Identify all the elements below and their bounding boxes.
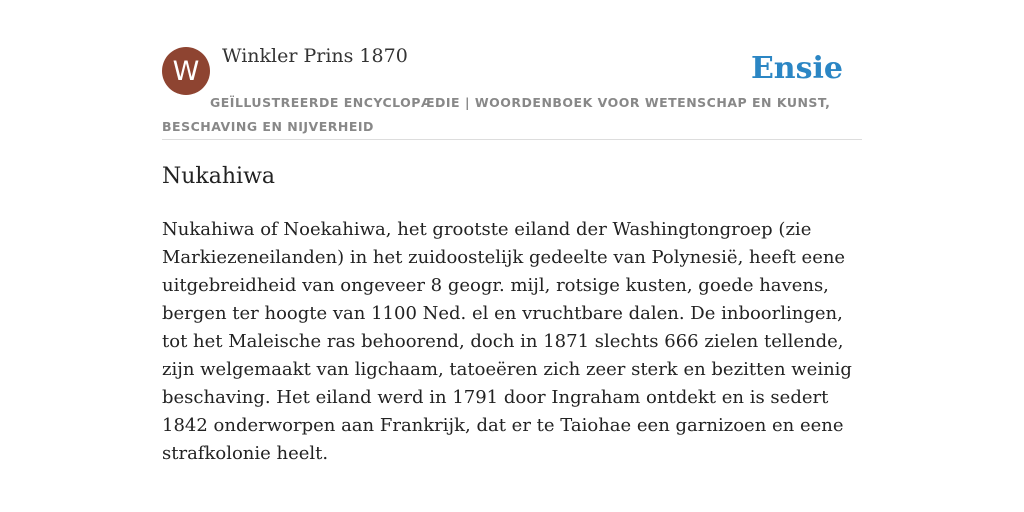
entry-title: Nukahiwa [162, 164, 276, 189]
entry-body: Nukahiwa of Noekahiwa, het grootste eiland der Washingtongroep (zie Markiezeneilanden) in het zuidoostelijk gedeelte van Polynesië, heeft eene uitgebreidheid van ongeveer 8 geogr. mijl, rotsige kusten, goede havens, bergen ter hoogte van 1100 Ned. el en vruchtbare dalen. De inboorlingen, tot het Maleische ras behoorend, doch in 1871 slechts 666 zielen tellende, zijn welgemaakt van ligchaam, tatoeëren zich zeer sterk en bezitten weinig beschaving. Het eiland werd in 1791 door Ingraham ontdekt en is sedert 1842 onderworpen aan Frankrijk, dat er te Taiohae een garnizoen en eene strafkolonie heelt. [162, 219, 852, 464]
source-title[interactable]: Winkler Prins 1870 [222, 45, 408, 67]
header-divider [162, 139, 862, 140]
source-subtitle: GEÏLLUSTREERDE ENCYCLOPÆDIE | WOORDENBOEK VOOR WETENSCHAP EN KUNST, BESCHAVING EN NIJVERHEID [162, 95, 831, 134]
avatar-letter: W [172, 55, 200, 87]
ensie-logo[interactable]: Ensie [750, 51, 843, 86]
entry-card [162, 0, 862, 512]
source-avatar[interactable] [162, 47, 210, 95]
